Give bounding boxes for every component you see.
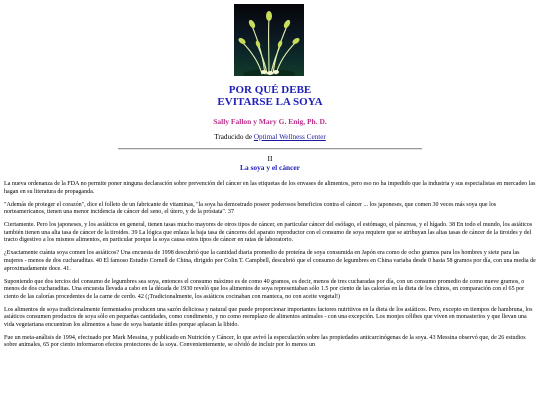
paragraph: ¿Exactamente cuánta soya comen los asiáticos? Una encuesta de 1998 descubrió que la cantidad diaria promedio de proteína de soya consumida en Japón era como de ocho gramos para los hombres y siete para las mujeres - menos de dos cucharaditas. 40 El famoso Estudio Cornell de China, dirigido por Colin T. Campbell, descubrió que el consumo de legumbres en China variaba desde 0 hasta 58 gramos por día, con una media de aproximadamente doce. 41. xyxy=(4,250,536,272)
optimal-wellness-center-link[interactable]: Optimal Wellness Center xyxy=(253,133,326,141)
paragraph: Fue un meta-análisis de 1994, efectuado por Mark Messina, y publicado en Nutrición y Cáncer, lo que avivó la especulación sobre las propiedades anticarcinógenas de la soya. 43 Messina observó que, de 26 estudios sobre animales, 65 por ciento informaron efectos protectores de la soya. Convenientemente, se olvidó de incluir por lo menos un xyxy=(4,334,526,349)
authors-byline: Sally Fallon y Mary G. Enig, Ph. D. xyxy=(213,117,327,126)
paragraph: Los alimentos de soya tradicionalmente fermentados producen una sazón deliciosa y natural que puede proporcionar importantes factores nutritivos en la dieta de los asiáticos. Pero, excepto en tiempos de hambruna, los asiáticos consumen productos de soya sólo en pequeñas cantidades, como condimento, y no como reemplazo de alimentos animales - con una excepción. Los monjes célibes que viven en monasterios y que llevan una vida vegetariana encuentran los alimentos a base de soya bastante útiles porque aplacan la libido. xyxy=(4,306,533,328)
article-title-line-2: EVITARSE LA SOYA xyxy=(217,96,323,108)
article-title-line-1: POR QUÉ DEBE xyxy=(228,84,312,96)
translation-credit xyxy=(0,133,540,141)
section-number: II xyxy=(267,154,273,163)
soybean-seedlings-image xyxy=(234,4,304,76)
paragraph: "Además de proteger el corazón", dice el folleto de un fabricante de vitaminas, "la soya ha demostrado poseer poderosos beneficios contra el cáncer ... los japoneses, que comen 30 veces más soya que los norteamericanos, tienen una menor incidencia de cáncer del seno, el útero, y de la próstata". 37 xyxy=(4,201,497,216)
paragraph: Ciertamente. Pero los japoneses, y los asiáticos en general, tienen tasas mucho mayores de otros tipos de cáncer, en particular cáncer del esófago, el estómago, el páncreas, y el hígado. 38 En todo el mundo, los asiáticos también tienen una alta tasa de cáncer de la tiroides. 39 La lógica que enlaza la baja tasa de cánceres del aparato reproductor con el consumo de soya requiere que se atribuyan las altas tasas de cáncer de la tiroides y del tracto digestivo a los mismos alimentos, en particular porque la soya causa estos tipos de cáncer en ratas de laboratorio. xyxy=(4,222,533,244)
paragraph: La nueva ordenanza de la FDA no permite poner ninguna declaración sobre prevención del cáncer en las etiquetas de los envases de alimentos, pero eso no ha impedido que la industria y sus especialistas en mercadeo las hagan en su literatura de propaganda. xyxy=(4,181,536,195)
article-body xyxy=(4,181,536,355)
sprouting-soybean-seedlings-photo-icon xyxy=(234,4,304,76)
translation-prefix: Traducido de xyxy=(214,133,254,141)
section-title: La soya y el cáncer xyxy=(240,163,300,172)
paragraph: Suponiendo que dos tercios del consumo de legumbres sea soya, entonces el consumo máximo es de como 40 gramos, es decir, menos de tres cucharadas por día, con un consumo promedio de como nueve gramos, o menos de dos cucharaditas. Una encuesta llevada a cabo en la década de 1930 reveló que los alimentos de soya representaban sólo 1.5 por ciento de las calorías en la dieta de los chinos, en comparación con el 65 por ciento de las calorías procedentes de la carne de cerdo. 42 (¡Tradicionalmente, los asiáticos cocinaban con manteca, no con aceite vegetal!) xyxy=(4,278,525,300)
horizontal-divider xyxy=(118,148,422,150)
